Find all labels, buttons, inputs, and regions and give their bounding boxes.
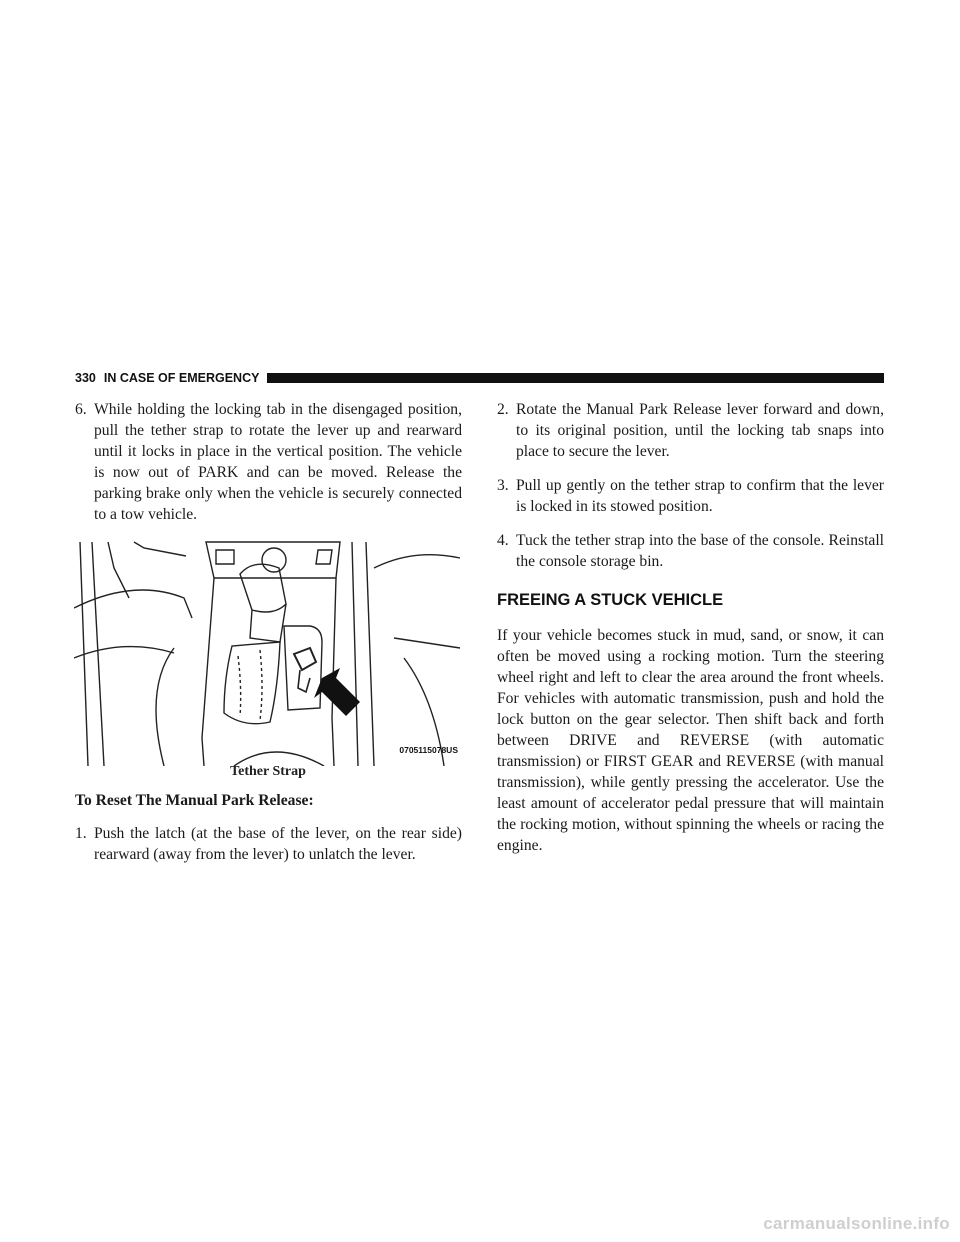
- figure-code: 0705115078US: [399, 745, 458, 755]
- step-2: [497, 399, 884, 462]
- step-6: [75, 399, 462, 525]
- step-1: [75, 823, 462, 865]
- tether-strap-figure: [74, 538, 462, 779]
- step-number: 4.: [497, 532, 509, 549]
- console-illustration: [74, 538, 462, 766]
- step-4: [497, 530, 884, 572]
- section-heading: FREEING A STUCK VEHICLE: [497, 591, 724, 609]
- step-text: Push the latch (at the base of the lever, on the rear side) rearward (away from the lever) to unlatch the lever.: [94, 825, 462, 863]
- left-column: [75, 399, 462, 878]
- page-number: 330: [75, 371, 96, 385]
- step-number: 2.: [497, 401, 509, 418]
- step-3: [497, 475, 884, 517]
- figure-caption: Tether Strap: [230, 764, 306, 779]
- step-text: Rotate the Manual Park Release lever forward and down, to its original position, until the locking tab snaps into place to secure the lever.: [516, 401, 884, 460]
- body-paragraph: If your vehicle becomes stuck in mud, sand, or snow, it can often be moved using a rocking motion. Turn the steering wheel right and left to clear the area around the front wheels. For vehicles with automatic transmission, push and hold the lock button on the gear selector. Then shift back and forth between DRIVE and REVERSE (with automatic transmission) or FIRST GEAR and REVERSE (with manual transmission), while gently pressing the accelerator. Use the least amount of accelerator pedal pressure that will maintain the rocking motion, without spinning the wheels or racing the engine.: [497, 627, 884, 854]
- step-text: While holding the locking tab in the disengaged position, pull the tether strap to rotate the lever up and rearward until it locks in place in the vertical position. The vehicle is now out of PARK and can be moved. Release the parking brake only when the vehicle is securely connected to a tow vehicle.: [94, 401, 462, 523]
- step-number: 1.: [75, 825, 87, 842]
- step-text: Pull up gently on the tether strap to confirm that the lever is locked in its stowed position.: [516, 477, 884, 515]
- right-column: [497, 399, 884, 856]
- section-title: IN CASE OF EMERGENCY: [103, 371, 260, 385]
- watermark: carmanualsonline.info: [763, 1214, 950, 1233]
- reset-subheading: To Reset The Manual Park Release:: [75, 792, 314, 809]
- header-rule: [267, 373, 884, 383]
- step-text: Tuck the tether strap into the base of the console. Reinstall the console storage bin.: [516, 532, 884, 570]
- step-number: 3.: [497, 477, 509, 494]
- step-number: 6.: [75, 401, 87, 418]
- page-header: [75, 371, 884, 385]
